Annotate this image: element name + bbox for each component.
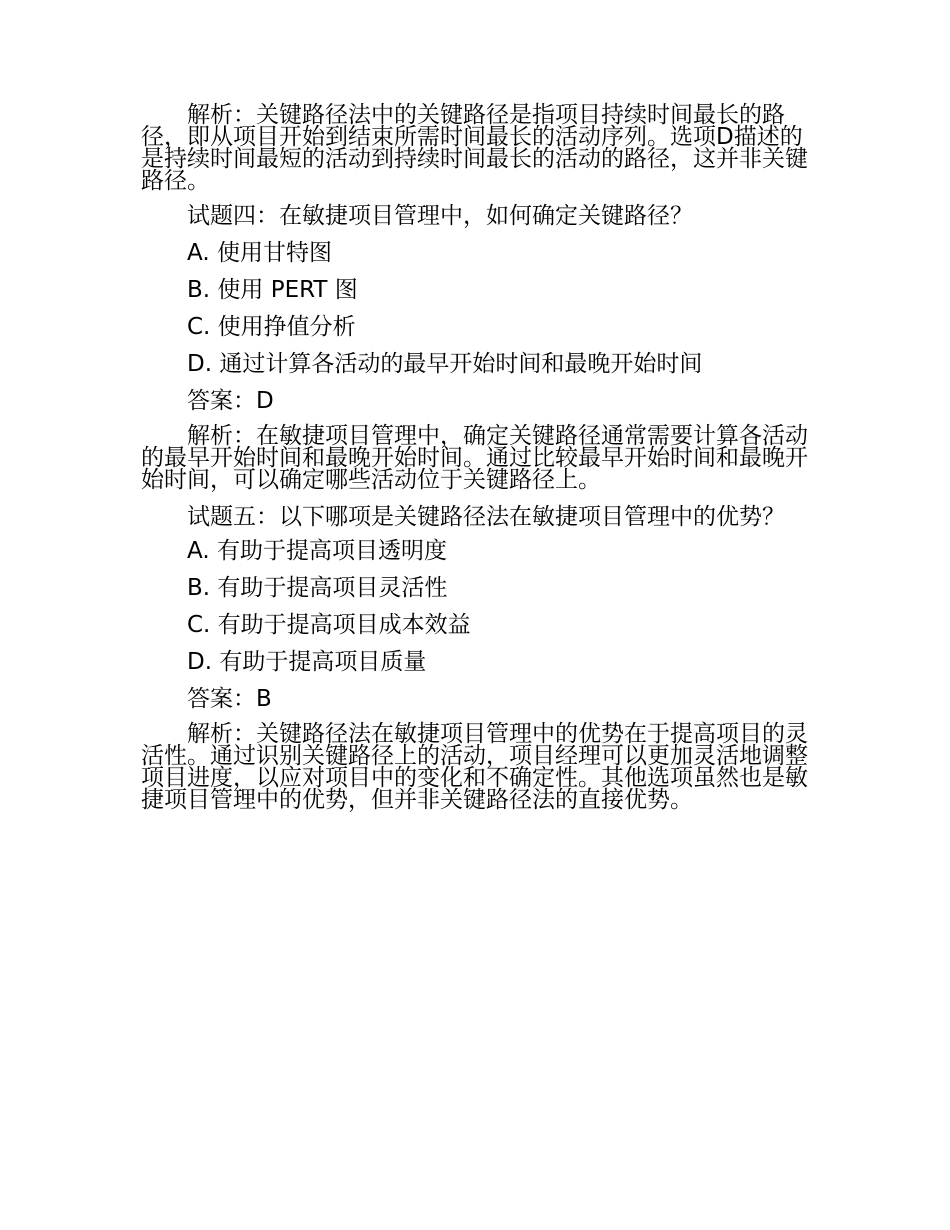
question-4-option-c: C. 使用挣值分析	[187, 314, 356, 340]
question-5-option-d: D. 有助于提高项目质量	[187, 649, 427, 675]
question-4-option-d: D. 通过计算各活动的最早开始时间和最晚开始时间	[187, 351, 703, 377]
question-5-option-c: C. 有助于提高项目成本效益	[187, 612, 471, 638]
document-body	[141, 104, 811, 822]
question-5-option-a: A. 有助于提高项目透明度	[187, 538, 447, 564]
question-4-option-a: A. 使用甘特图	[187, 240, 332, 266]
question-5-answer: 答案：B	[187, 686, 272, 712]
explanation-paragraph-q3: 解析：关键路径法中的关键路径是指项目持续时间最长的路径，即从项目开始到结束所需时间最长的活动序列。选项D描述的是持续时间最短的活动到持续时间最长的活动的路径，这并非关键路径。	[141, 102, 808, 194]
question-4-option-b: B. 使用 PERT 图	[187, 277, 358, 303]
question-5-stem: 试题五：以下哪项是关键路径法在敏捷项目管理中的优势？	[187, 504, 785, 530]
question-4-answer: 答案：D	[187, 388, 274, 414]
question-4-explanation: 解析：在敏捷项目管理中，确定关键路径通常需要计算各活动的最早开始时间和最晚开始时间。通过比较最早开始时间和最晚开始时间，可以确定哪些活动位于关键路径上。	[141, 423, 808, 493]
question-4-stem: 试题四：在敏捷项目管理中，如何确定关键路径？	[187, 203, 693, 229]
question-5-explanation: 解析：关键路径法在敏捷项目管理中的优势在于提高项目的灵活性。通过识别关键路径上的活动，项目经理可以更加灵活地调整项目进度，以应对项目中的变化和不确定性。其他选项虽然也是敏捷项目管理中的优势，但并非关键路径法的直接优势。	[141, 721, 808, 813]
question-5-option-b: B. 有助于提高项目灵活性	[187, 575, 448, 601]
